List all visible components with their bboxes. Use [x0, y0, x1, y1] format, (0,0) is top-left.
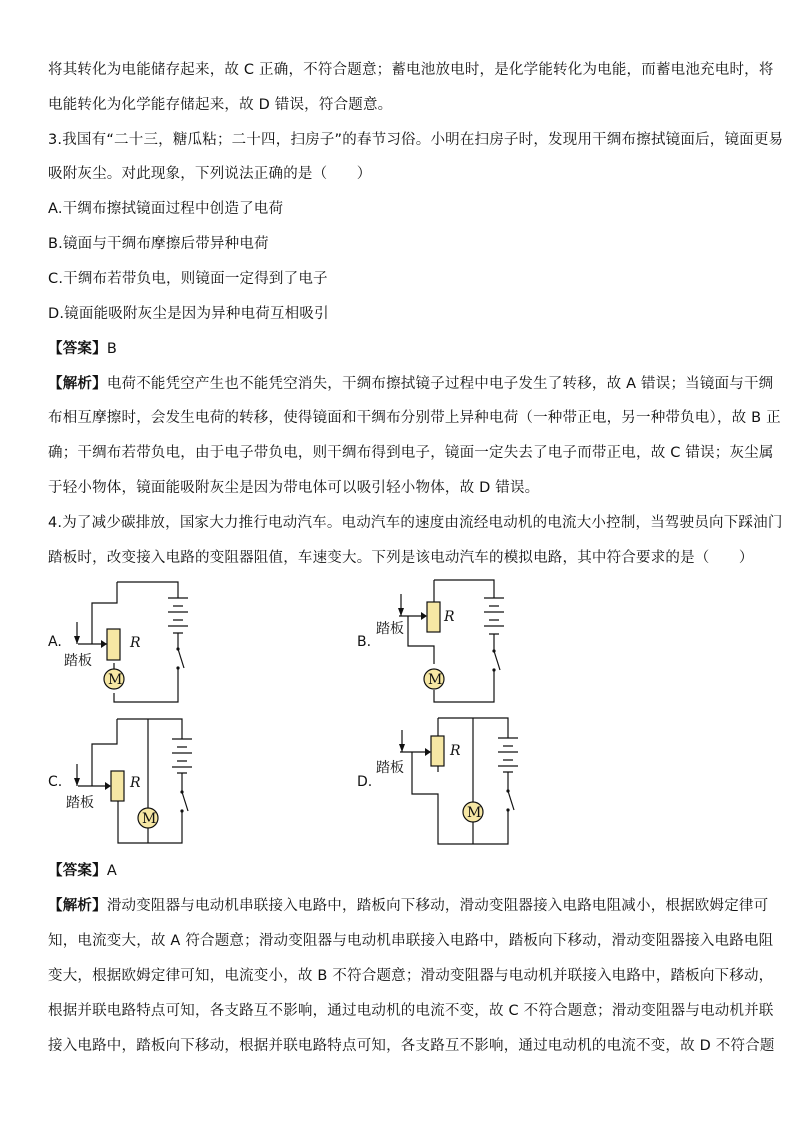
q4-answer-value: A	[106, 863, 117, 879]
q2-tail-line-2: 电能转化为化学能存储起来，故 D 错误，符合题意。	[48, 97, 393, 113]
circuit-diagram-b	[370, 576, 510, 706]
q4-answer-tag: 【答案】	[48, 863, 107, 879]
q4-analysis-line-1	[48, 894, 768, 915]
q3-option-b: B.镜面与干绸布摩擦后带异种电荷	[48, 236, 269, 252]
q3-answer-value: B	[106, 341, 117, 357]
resistor-b	[427, 602, 440, 632]
q3-option-c: C.干绸布若带负电，则镜面一定得到了电子	[48, 271, 328, 287]
resistor-b-symbol: R	[444, 609, 455, 625]
motor-c-symbol: M	[142, 811, 157, 827]
q3-analysis-line-2: 布相互摩擦时，会发生电荷的转移，使得镜面和干绸布分别带上异种电荷（一种带正电，另一种带负电），故 B 正	[48, 410, 781, 426]
q4-stem-line-1: 4.为了减少碳排放，国家大力推行电动汽车。电动汽车的速度由流经电动机的电流大小控制，当驾驶员向下踩油门	[48, 515, 783, 531]
q2-tail-line-1: 将其转化为电能储存起来，故 C 正确，不符合题意；蓄电池放电时，是化学能转化为电能，而蓄电池充电时，将	[48, 62, 774, 78]
q4-stem-line-2: 踏板时，改变接入电路的变阻器阻值，车速变大。下列是该电动汽车的模拟电路，其中符合要求的是（ ）	[48, 550, 754, 566]
q4-analysis-text-1: 滑动变阻器与电动机串联接入电路中，踏板向下移动，滑动变阻器接入电路电阻减小，根据欧姆定律可	[106, 898, 769, 914]
q3-analysis-line-3: 确；干绸布若带负电，由于电子带负电，则干绸布得到电子，镜面一定失去了电子而带正电，故 C 错误；灰尘属	[48, 445, 774, 461]
q3-analysis-text-1: 电荷不能凭空产生也不能凭空消失，干绸布擦拭镜子过程中电子发生了转移，故 A 错误；当镜面与干绸	[106, 376, 774, 392]
diagram-c-label: C.	[48, 774, 63, 790]
q4-analysis-tag: 【解析】	[48, 898, 107, 914]
resistor-d	[431, 736, 444, 766]
q3-stem-line-2: 吸附灰尘。对此现象，下列说法正确的是（ ）	[48, 166, 372, 182]
q4-answer	[48, 859, 117, 880]
q4-analysis-line-4: 根据并联电路特点可知，各支路互不影响，通过电动机的电流不变，故 C 不符合题意；滑动变阻器与电动机并联	[48, 1003, 774, 1019]
diagram-b-label: B.	[357, 634, 372, 650]
circuit-diagram-c	[60, 715, 200, 847]
diagram-d-label: D.	[357, 774, 373, 790]
circuit-diagram-d	[370, 712, 520, 848]
motor-b-symbol: M	[428, 672, 443, 688]
q3-option-d: D.镜面能吸附灰尘是因为异种电荷互相吸引	[48, 306, 329, 322]
q3-answer	[48, 337, 117, 358]
pedal-a-label: 踏板	[64, 653, 92, 669]
pedal-c-label: 踏板	[66, 795, 94, 811]
circuit-diagram-a	[60, 578, 200, 706]
q3-analysis-line-1	[48, 372, 773, 393]
resistor-a	[107, 629, 120, 660]
resistor-c	[111, 771, 124, 801]
q3-answer-tag: 【答案】	[48, 341, 107, 357]
q4-analysis-line-3: 变大，根据欧姆定律可知，电流变小，故 B 不符合题意；滑动变阻器与电动机并联接入电路中，踏板向下移动，	[48, 968, 774, 984]
resistor-a-symbol: R	[130, 635, 141, 651]
diagram-a-label: A.	[48, 634, 62, 650]
q4-analysis-line-5: 接入电路中，踏板向下移动，根据并联电路特点可知，各支路互不影响，通过电动机的电流不变，故 D 不符合题	[48, 1038, 775, 1054]
pedal-d-label: 踏板	[376, 760, 404, 776]
q4-analysis-line-2: 知，电流变大，故 A 符合题意；滑动变阻器与电动机串联接入电路中，踏板向下移动，滑动变阻器接入电路电阻	[48, 933, 774, 949]
motor-a-symbol: M	[108, 672, 123, 688]
resistor-c-symbol: R	[130, 775, 141, 791]
resistor-d-symbol: R	[450, 743, 461, 759]
q3-analysis-line-4: 于轻小物体，镜面能吸附灰尘是因为带电体可以吸引轻小物体，故 D 错误。	[48, 480, 540, 496]
pedal-b-label: 踏板	[376, 621, 404, 637]
q3-analysis-tag: 【解析】	[48, 376, 107, 392]
q3-option-a: A.干绸布擦拭镜面过程中创造了电荷	[48, 201, 284, 217]
q3-stem-line-1: 3.我国有“二十三，糖瓜粘；二十四，扫房子”的春节习俗。小明在扫房子时，发现用干绸布擦拭镜面后，镜面更易	[48, 132, 784, 148]
motor-d-symbol: M	[467, 805, 482, 821]
